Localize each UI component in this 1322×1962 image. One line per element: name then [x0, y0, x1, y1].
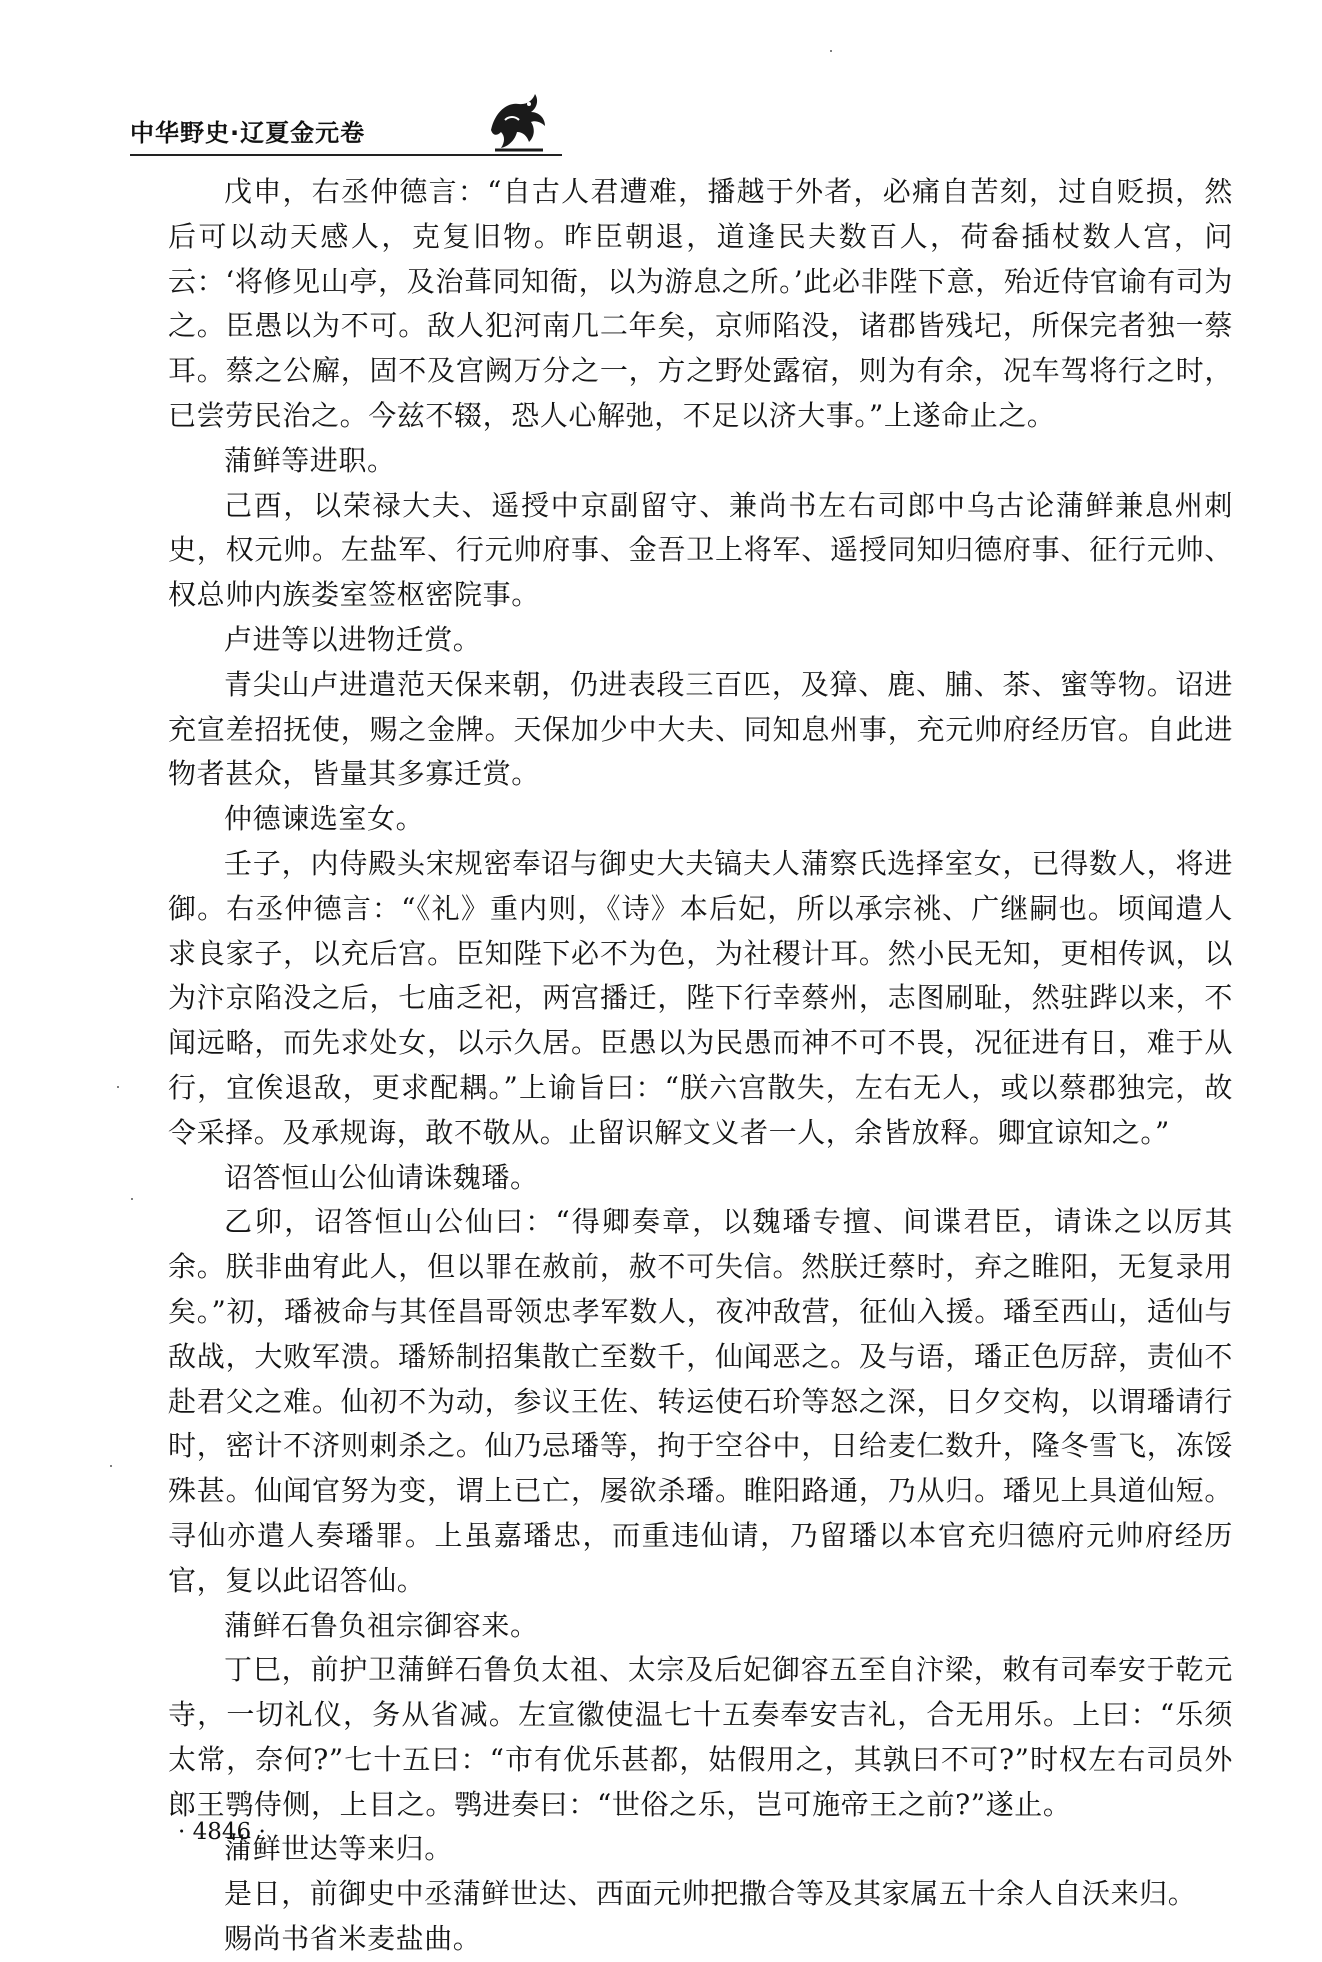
section-heading: 蒲鲜石鲁负祖宗御容来。: [224, 1608, 539, 1642]
main-text: [168, 170, 1233, 1962]
scan-speck: [110, 1465, 112, 1467]
running-header: [130, 90, 570, 160]
body-paragraph: 己酉，以荣禄大夫、遥授中京副留守、兼尚书左右司郎中乌古论蒲鲜兼息州刺史，权元帅。左盐军、行元帅府事、金吾卫上将军、遥授同知归德府事、征行元帅、权总帅内族娄室签枢密院事。: [168, 488, 1233, 612]
scan-speck: [830, 50, 832, 52]
section-heading: 诏答恒山公仙请诛魏璠。: [224, 1160, 539, 1194]
dragon-emblem-icon: [485, 90, 549, 152]
body-paragraph: 丁巳，前护卫蒲鲜石鲁负太祖、太宗及后妃御容五至自汴梁，敕有司奉安于乾元寺，一切礼仪，务从省减。左宣徽使温七十五奏奉安吉礼，合无用乐。上曰：“乐须太常，奈何?”七十五曰：“市有优乐甚都，姑假用之，其孰曰不可?”时权左右司员外郎王鹗侍侧，上目之。鹗进奏曰：“世俗之乐，岂可施帝王之前?”遂止。: [168, 1653, 1233, 1821]
section-heading: 蒲鲜世达等来归。: [224, 1832, 453, 1866]
header-rule: [130, 154, 562, 156]
page-number: · 4846 ·: [178, 1819, 266, 1845]
body-paragraph: 戊申，右丞仲德言：“自古人君遭难，播越于外者，必痛自苦刻，过自贬损，然后可以动天感人，克复旧物。昨臣朝退，道逢民夫数百人，荷畚插杖数人宫，问云：‘将修见山亭，及治葺同知衙，以为游息之所。’此必非陛下意，殆近侍官谕有司为之。臣愚以为不可。敌人犯河南几二年矣，京师陷没，诸郡皆残圮，所保完者独一蔡耳。蔡之公廨，固不及宫阙万分之一，方之野处露宿，则为有余，况车驾将行之时，已尝劳民治之。今兹不辍，恐人心解弛，不足以济大事。”上遂命止之。: [168, 175, 1233, 432]
body-paragraph: 是日，前御史中丞蒲鲜世达、西面元帅把撒合等及其家属五十余人自沃来归。: [224, 1877, 1197, 1911]
section-heading: 赐尚书省米麦盐曲。: [224, 1922, 482, 1956]
scan-speck: [131, 1198, 133, 1200]
body-paragraph: 壬子，内侍殿头宋规密奉诏与御史大夫镐夫人蒲察氏选择室女，已得数人，将进御。右丞仲德言：“《礼》重内则，《诗》本后妃，所以承宗祧、广继嗣也。顷闻遣人求良家子，以充后宫。臣知陛下必不为色，为社稷计耳。然小民无知，更相传讽，以为汴京陷没之后，七庙乏祀，两宫播迁，陛下行幸蔡州，志图刷耻，然驻跸以来，不闻远略，而先求处女，以示久居。臣愚以为民愚而神不可不畏，况征进有日，难于从行，宜俟退敌，更求配耦。”上谕旨曰：“朕六宫散失，左右无人，或以蔡郡独完，故令采择。及承规诲，敢不敬从。止留识解文义者一人，余皆放释。卿宜谅知之。”: [168, 846, 1233, 1149]
body-paragraph: 乙卯，诏答恒山公仙曰：“得卿奏章，以魏璠专擅、间谍君臣，请诛之以厉其余。朕非曲宥此人，但以罪在赦前，赦不可失信。然朕迁蔡时，弃之睢阳，无复录用矣。”初，璠被命与其侄昌哥领忠孝军数人，夜冲敌营，征仙入援。璠至西山，适仙与敌战，大败军溃。璠矫制招集散亡至数千，仙闻恶之。及与语，璠正色厉辞，责仙不赴君父之难。仙初不为动，参议王佐、转运使石玠等怒之深，日夕交构，以谓璠请行时，密计不济则刺杀之。仙乃忌璠等，拘于空谷中，日给麦仁数升，隆冬雪飞，冻馁殊甚。仙闻官努为变，谓上已亡，屡欲杀璠。睢阳路通，乃从归。璠见上具道仙短。寻仙亦遣人奏璠罪。上虽嘉璠忠，而重违仙请，乃留璠以本官充归德府元帅府经历官，复以此诏答仙。: [168, 1205, 1233, 1597]
section-heading: 卢进等以进物迁赏。: [224, 622, 482, 656]
book-title: 中华野史·辽夏金元卷: [130, 119, 366, 147]
section-heading: 蒲鲜等进职。: [224, 443, 396, 477]
scan-speck: [117, 1086, 119, 1088]
body-paragraph: 青尖山卢进遣范天保来朝，仍进表段三百匹，及獐、鹿、脯、茶、蜜等物。诏进充宣差招抚使，赐之金牌。天保加少中大夫、同知息州事，充元帅府经历官。自此进物者甚众，皆量其多寡迁赏。: [168, 667, 1233, 791]
section-heading: 仲德谏选室女。: [224, 802, 425, 836]
